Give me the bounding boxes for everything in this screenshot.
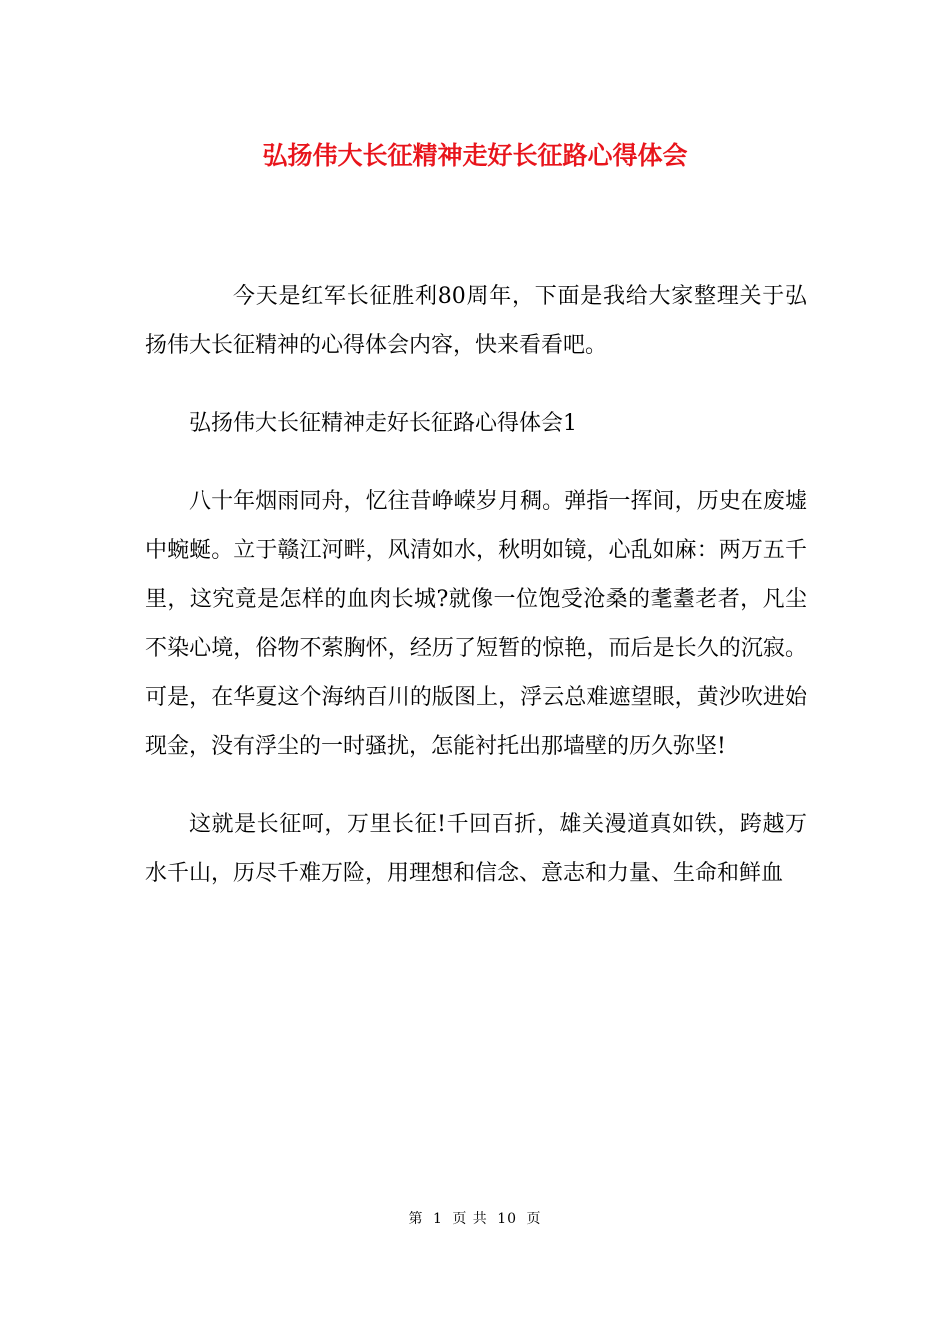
section-heading: 弘扬伟大长征精神走好长征路心得体会1 — [189, 411, 577, 436]
footer-prefix: 第 — [408, 1211, 424, 1227]
footer-page-number: 1 — [432, 1211, 443, 1227]
paragraph: 八十年烟雨同舟，忆往昔峥嵘岁月稠。弹指一挥间，历史在废墟中蜿蜒。立于赣江河畔，风清如水，秋明如镜，心乱如麻：两万五千里，这究竟是怎样的血肉长城?就像一位饱受沧桑的耄耋老者，凡尘不染心境，俗物不萦胸怀，经历了短暂的惊艳，而后是长久的沉寂。可是，在华夏这个海纳百川的版图上，浮云总难遮望眼，黄沙吹进始现金，没有浮尘的一时骚扰，怎能衬托出那墙壁的历久弥坚! — [145, 489, 807, 759]
document-body — [145, 272, 807, 927]
paragraph: 这就是长征呵，万里长征!千回百折，雄关漫道真如铁，跨越万水千山，历尽千难万险，用理想和信念、意志和力量、生命和鲜血 — [145, 812, 807, 886]
paragraph-intro: 今天是红军长征胜利80周年，下面是我给大家整理关于弘扬伟大长征精神的心得体会内容，快来看看吧。 — [145, 284, 807, 358]
footer-suffix: 页 — [526, 1211, 542, 1227]
page-footer — [0, 1208, 950, 1230]
document-title: 弘扬伟大长征精神走好长征路心得体会 — [262, 141, 688, 170]
footer-page-total: 10 — [497, 1211, 518, 1227]
footer-mid: 页 共 — [452, 1211, 488, 1227]
